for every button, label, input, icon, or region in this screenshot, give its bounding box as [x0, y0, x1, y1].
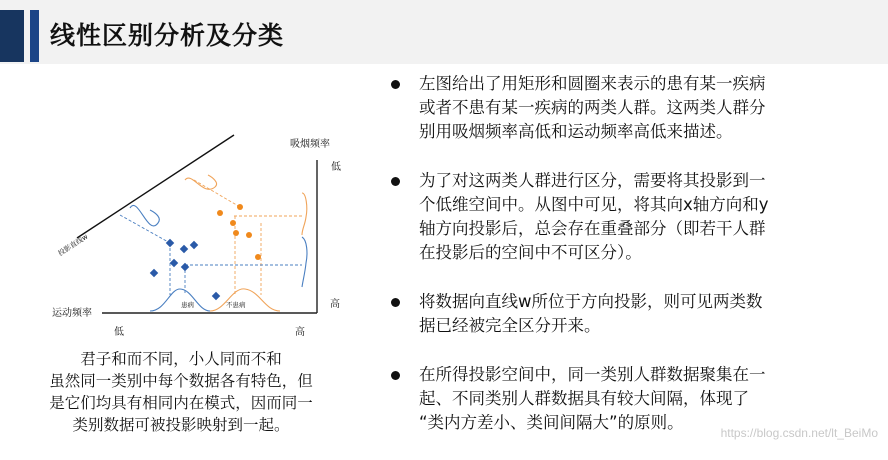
title-accent-stripe [30, 10, 39, 62]
projection-line-w [77, 135, 234, 238]
x-axis-title: 运动频率 [52, 308, 92, 319]
bullet-item [386, 290, 866, 338]
bullet-line: 个低维空间中。从图中可见，将其向x轴方向和y [419, 195, 769, 214]
healthy-distribution-curve-y [302, 193, 307, 235]
projection-line-label: 投影直线w [56, 232, 90, 258]
bullet-item [386, 72, 866, 144]
bullet-item [386, 363, 866, 435]
patient-distribution-curve-y [302, 237, 307, 287]
caption-line: 虽然同一类别中每个数据各有特色，但 [49, 372, 313, 390]
patient-distribution-curve-x [150, 289, 210, 311]
patient-data-point [212, 292, 220, 300]
bullet-line: 左图给出了用矩形和圆圈来表示的患有某一疾病 [419, 74, 766, 93]
healthy-data-point [237, 204, 243, 210]
patient-data-point [166, 239, 174, 247]
patient-data-point [180, 245, 188, 253]
patient-data-point [150, 269, 158, 277]
caption-line: 类别数据可被投影映射到一起。 [72, 416, 290, 434]
y-axis-title: 吸烟频率 [290, 139, 330, 150]
bullet-line: 起、不同类别人群数据具有较大间隔，体现了 [419, 389, 749, 408]
bullet-line: “类内方差小、类间间隔大”的原则。 [419, 413, 684, 432]
bullet-dot-icon [391, 80, 400, 89]
title-accent-bar [0, 10, 24, 62]
healthy-data-point [230, 220, 236, 226]
x-axis-right-label: 高 [295, 327, 305, 338]
healthy-data-point [246, 232, 252, 238]
caption-line: 是它们均具有相同内在模式，因而同一 [49, 394, 313, 412]
bullet-line: 轴方向投影后，总会存在重叠部分（即若干人群 [419, 219, 766, 238]
watermark: https://blog.csdn.net/lt_BeiMo [720, 426, 878, 440]
lda-projection-diagram [40, 125, 341, 338]
bullet-line: 为了对这两类人群进行区分，需要将其投影到一 [419, 171, 766, 190]
bullet-list [386, 72, 866, 460]
bullet-line: 将数据向直线w所位于方向投影，则可见两类数 [419, 292, 763, 311]
healthy-data-point [217, 210, 223, 216]
bullet-line: 据已经被完全区分开来。 [419, 316, 601, 335]
bullet-dot-icon [391, 298, 400, 307]
y-axis-top-label: 低 [331, 162, 341, 173]
y-axis-bottom-label: 高 [330, 299, 340, 310]
bullet-line: 在所得投影空间中，同一类别人群数据聚集在一 [419, 365, 766, 384]
bullet-line: 在投影后的空间中不可区分）。 [419, 243, 642, 262]
page-title: 线性区别分析及分类 [50, 21, 285, 50]
bullet-line: 或者不患有某一疾病的两类人群。这两类人群分 [419, 98, 766, 117]
bullet-dot-icon [391, 371, 400, 380]
x-axis-left-label: 低 [114, 327, 124, 338]
healthy-distribution-curve-w [185, 175, 217, 189]
caption-line: 君子和而不同，小人同而不和 [80, 350, 282, 368]
title-bar [0, 0, 888, 64]
patient-data-point [181, 263, 189, 271]
healthy-label: 不患病 [226, 301, 246, 309]
patient-label: 患病 [181, 301, 194, 309]
bullet-line: 别用吸烟频率高低和运动频率高低来描述。 [419, 122, 733, 141]
caption [20, 348, 342, 436]
bullet-dot-icon [391, 177, 400, 186]
healthy-data-point [255, 254, 261, 260]
healthy-data-point [233, 230, 239, 236]
bullet-item [386, 169, 866, 265]
patient-data-point [170, 259, 178, 267]
patient-data-point [190, 241, 198, 249]
